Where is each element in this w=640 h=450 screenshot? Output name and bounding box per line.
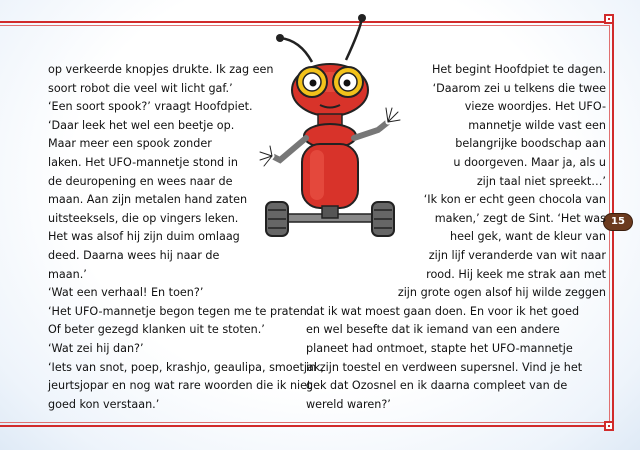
text-line: maken,’ zegt de Sint. ‘Het was	[434, 211, 606, 225]
text-line: ‘Het UFO-mannetje begon tegen me te praten.	[48, 304, 311, 318]
text-line: goed kon verstaan.’	[48, 397, 160, 411]
text-line: ‘Wat een verhaal! En toen?’	[48, 286, 204, 300]
text-line: Of beter gezegd klanken uit te stoten.’	[48, 323, 265, 337]
text-line: maan. Aan zijn metalen hand zaten	[48, 193, 248, 207]
text-line: uitsteeksels, die op vingers leken.	[48, 211, 239, 225]
text-line: in zijn toestel en verdween supersnel. Vind je het	[306, 360, 583, 374]
text-line: ‘Een soort spook?’ vraagt Hoofdpiet.	[48, 100, 253, 114]
text-line: soort robot die veel wit licht gaf.’	[48, 81, 233, 95]
text-line: u doorgeven. Maar ja, als u	[453, 155, 606, 169]
text-line: deed. Daarna wees hij naar de	[48, 248, 220, 262]
text-column-right	[306, 61, 606, 414]
text-line: mannetje wilde vast een	[468, 118, 606, 132]
text-line: ‘Iets van snot, poep, krashjo, geaulipa, smoetjak,	[48, 360, 324, 374]
text-line: ‘Wat zei hij dan?’	[48, 341, 144, 355]
text-line: en wel besefte dat ik iemand van een andere	[306, 323, 560, 337]
text-line: dat ik wat moest gaan doen. En voor ik het goed	[306, 304, 580, 318]
text-line: wereld waren?’	[306, 397, 391, 411]
text-line: zijn grote ogen alsof hij wilde zeggen	[397, 286, 606, 300]
text-line: belangrijke boodschap aan	[455, 137, 606, 151]
text-line: jeurtsjopar en nog wat rare woorden die ik niet	[48, 379, 312, 393]
text-line: laken. Het UFO-mannetje stond in	[48, 155, 238, 169]
text-line: vieze woordjes. Het UFO-	[464, 100, 606, 114]
text-line: heel gek, want de kleur van	[450, 230, 606, 244]
text-line: ‘Ik kon er echt geen chocola van	[423, 193, 606, 207]
text-line: zijn lijf veranderde van wit naar	[428, 248, 606, 262]
text-line: maan.’	[48, 267, 87, 281]
text-column-left	[48, 61, 348, 414]
text-line: Maar meer een spook zonder	[48, 137, 212, 151]
text-line: op verkeerde knopjes drukte. Ik zag een	[48, 63, 274, 76]
text-line: Het begint Hoofdpiet te dagen.	[431, 63, 606, 76]
text-line: zijn taal niet spreekt…’	[476, 174, 606, 188]
text-line: ‘Daarom zei u telkens die twee	[432, 81, 606, 95]
text-line: gek dat Ozosnel en ik daarna compleet van de	[306, 379, 568, 393]
text-line: de deuropening en wees naar de	[48, 174, 233, 188]
text-line: Het was alsof hij zijn duim omlaag	[48, 230, 240, 244]
text-line: rood. Hij keek me strak aan met	[426, 267, 606, 281]
corner-ornament-top	[604, 14, 614, 24]
text-line: planeet had ontmoet, stapte het UFO-mannetje	[306, 341, 573, 355]
corner-ornament-bottom	[604, 421, 614, 431]
page-number-badge: 15	[604, 214, 632, 230]
text-line: ‘Daar leek het wel een beetje op.	[48, 118, 235, 132]
